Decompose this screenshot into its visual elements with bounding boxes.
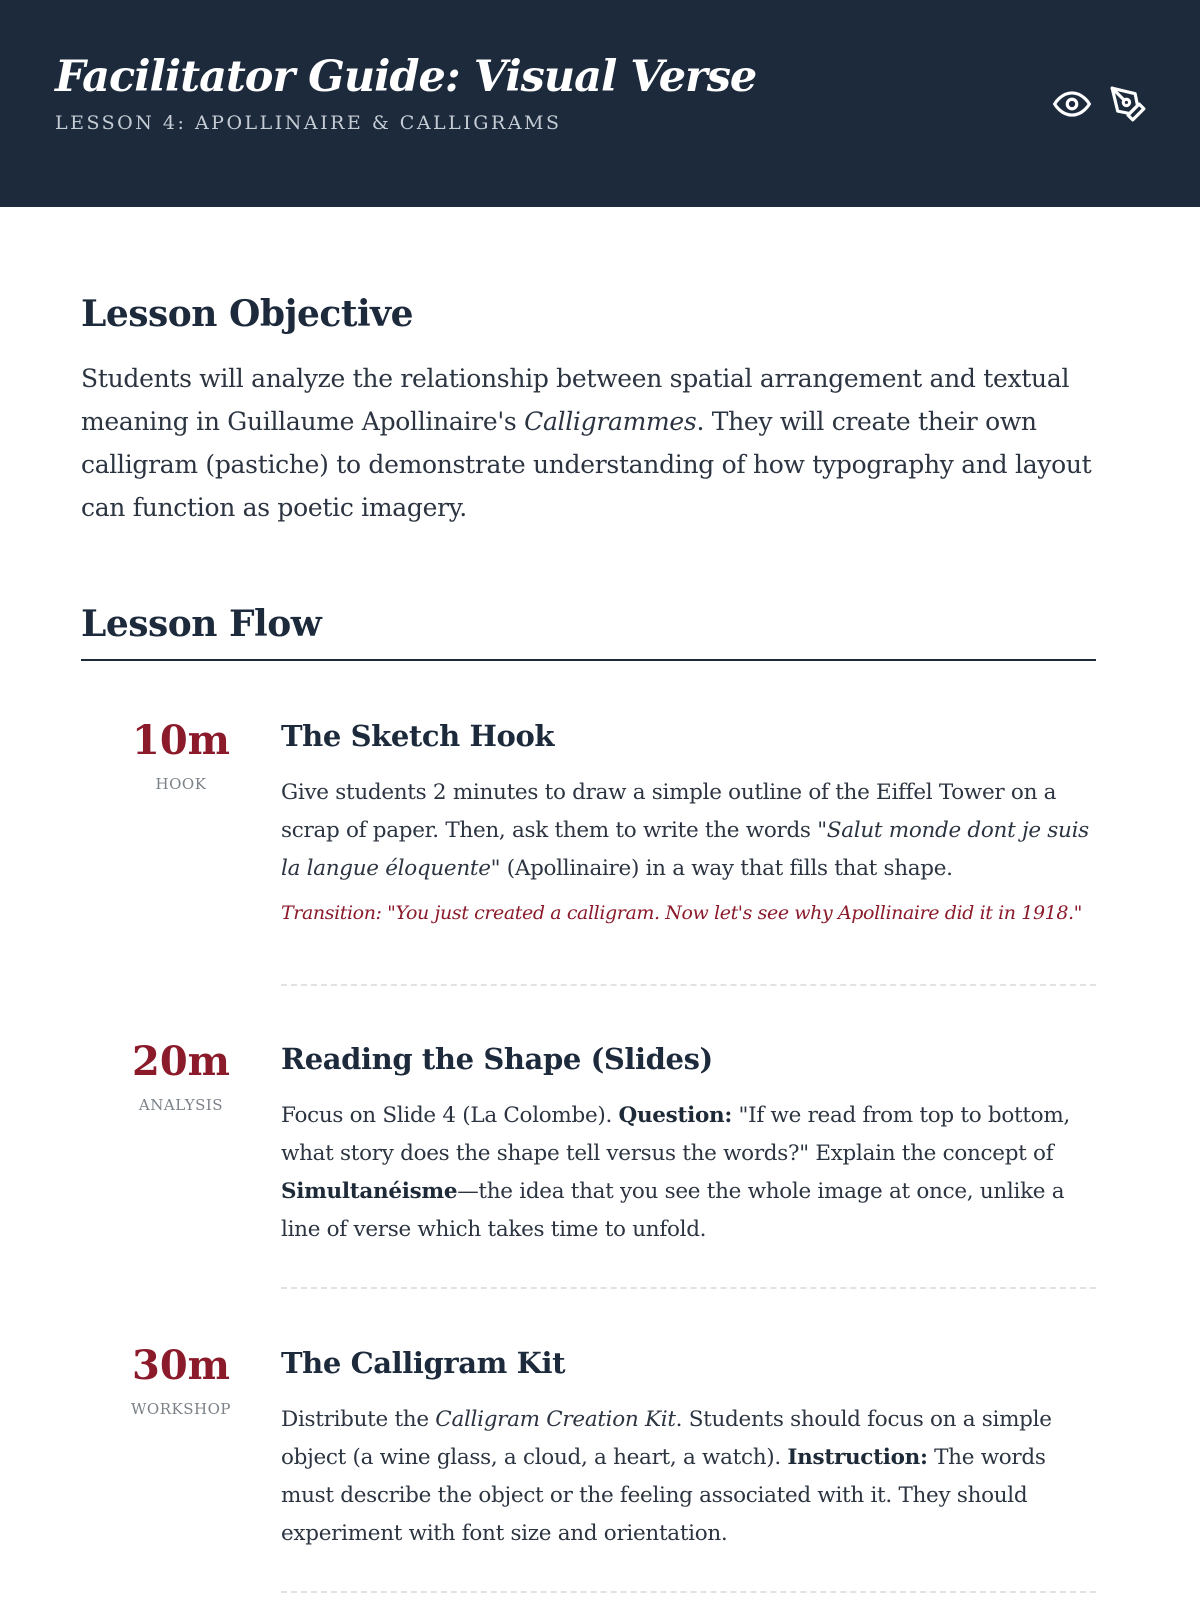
step-text-part: The words must describe the object or the feeling associated with it. They should experiment with font size and orientation. bbox=[281, 1444, 1046, 1546]
step-time bbox=[81, 719, 281, 986]
eye-icon bbox=[1053, 85, 1091, 123]
step-title: The Sketch Hook bbox=[281, 719, 555, 753]
step-description bbox=[281, 774, 1096, 888]
header-actions bbox=[1052, 84, 1148, 124]
step-description bbox=[281, 1097, 1096, 1249]
lesson-step-workshop bbox=[81, 1342, 1096, 1593]
step-body bbox=[281, 719, 1096, 986]
step-tag: WORKSHOP bbox=[131, 1400, 231, 1418]
step-description bbox=[281, 1401, 1096, 1553]
objective-text-part: . They will create their own calligram (pastiche) to demonstrate understanding of how typography and layout can function as poetic imagery. bbox=[81, 407, 1092, 522]
step-emphasis: Question: bbox=[618, 1102, 732, 1128]
step-body bbox=[281, 1042, 1096, 1289]
objective-heading: Lesson Objective bbox=[81, 293, 413, 335]
step-body bbox=[281, 1346, 1096, 1593]
step-text-part: —the idea that you see the whole image at once, unlike a line of verse which takes time to unfold. bbox=[281, 1178, 1065, 1242]
step-text-part: Focus on Slide 4 (La Colombe). bbox=[281, 1102, 619, 1128]
page-title: Facilitator Guide: Visual Verse bbox=[55, 52, 757, 102]
step-duration: 10m bbox=[132, 717, 230, 764]
step-emphasis: Instruction: bbox=[787, 1444, 928, 1470]
step-time bbox=[81, 1342, 281, 1593]
page-subtitle: LESSON 4: APOLLINAIRE & CALLIGRAMS bbox=[55, 111, 562, 134]
preview-button[interactable] bbox=[1052, 84, 1092, 124]
main-content bbox=[0, 207, 1200, 1593]
page-header bbox=[0, 0, 1200, 207]
step-duration: 30m bbox=[132, 1342, 230, 1389]
step-emphasis: Simultanéisme bbox=[281, 1178, 458, 1204]
step-time bbox=[81, 1038, 281, 1289]
lesson-step-hook bbox=[81, 719, 1096, 986]
flow-heading: Lesson Flow bbox=[81, 603, 1096, 661]
step-title: Reading the Shape (Slides) bbox=[281, 1042, 713, 1076]
lesson-step-analysis bbox=[81, 1038, 1096, 1289]
step-text-part: Distribute the bbox=[281, 1406, 436, 1432]
step-text-part: . Students should focus on a simple object (a wine glass, a cloud, a heart, a watch). bbox=[281, 1406, 1052, 1470]
step-text-part: "If we read from top to bottom, what story does the shape tell versus the words?" Explain the concept of bbox=[281, 1102, 1070, 1166]
step-text-part: (Apollinaire) in a way that fills that shape. bbox=[500, 855, 953, 881]
objective-text-part: Students will analyze the relationship between spatial arrangement and textual meaning in Guillaume Apollinaire's bbox=[81, 364, 1070, 436]
step-transition: Transition: "You just created a calligram. Now let's see why Apollinaire did it in 1918." bbox=[281, 901, 1083, 924]
objective-text bbox=[81, 357, 1096, 529]
step-duration: 20m bbox=[132, 1038, 230, 1085]
pen-nib-icon bbox=[1109, 85, 1147, 123]
edit-button[interactable] bbox=[1108, 84, 1148, 124]
step-tag: ANALYSIS bbox=[138, 1096, 224, 1114]
step-kit-name: Calligram Creation Kit bbox=[435, 1406, 676, 1432]
step-title: The Calligram Kit bbox=[281, 1346, 566, 1380]
step-tag: HOOK bbox=[155, 775, 207, 793]
step-quote: "Salut monde dont je suis la langue éloquente" bbox=[281, 817, 1089, 881]
step-text-part: Give students 2 minutes to draw a simple outline of the Eiffel Tower on a scrap of paper. Then, ask them to write the words bbox=[281, 779, 1057, 843]
objective-book-title: Calligrammes bbox=[524, 407, 697, 436]
